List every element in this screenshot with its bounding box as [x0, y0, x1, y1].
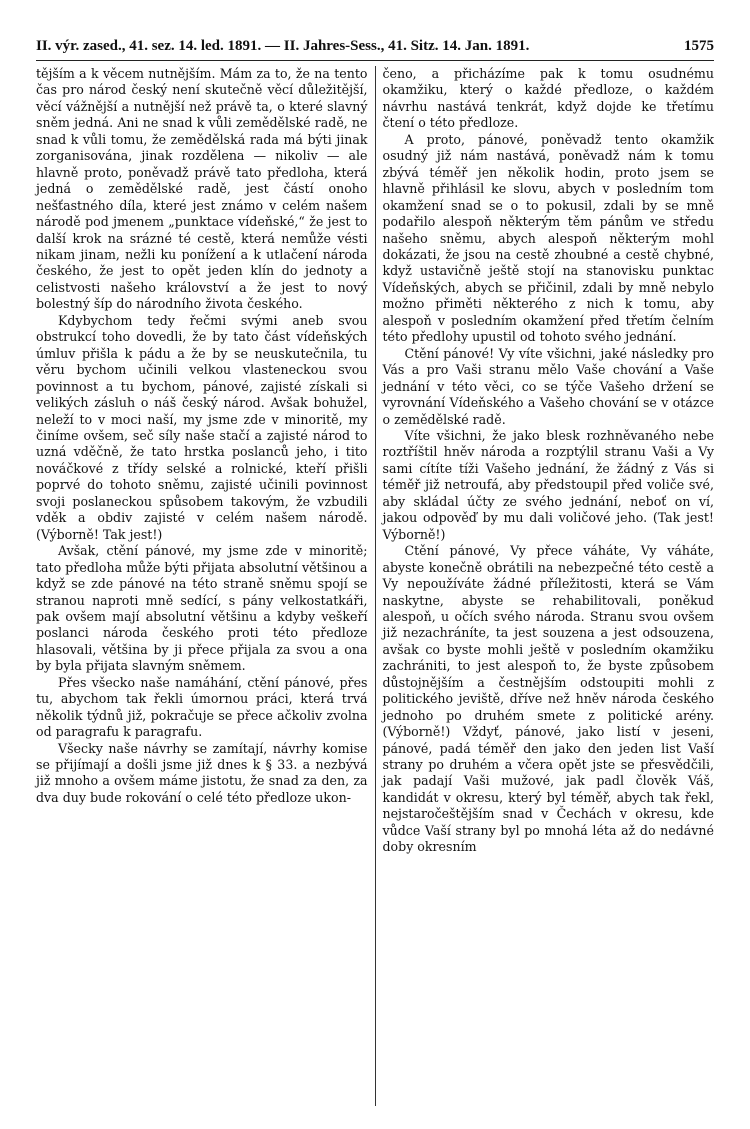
page-number: 1575 — [684, 38, 714, 54]
right-column — [375, 66, 714, 1106]
paragraph: Všecky naše návrhy se zamítají, návrhy komise se přijímají a došli jsme již dnes k § 33. a nezbývá již mnoho a ovšem máme jistotu, že snad za den, za dva duy bude rokování o celé této předloze ukon- — [36, 740, 368, 805]
header-rule — [36, 60, 714, 61]
paragraph: Ctění pánové! Vy víte všichni, jaké následky pro Vás a pro Vaši stranu mělo Vaše chování a Vaše jednání v této věci, co se týče Vašeho držení se vyrovnání Vídeňského a Vašeho chování se v otázce o zemědělské radě. — [382, 345, 714, 427]
header-session-info: II. výr. zased., 41. sez. 14. led. 1891. — II. Jahres-Sess., 41. Sitz. 14. Jan. 1891. — [36, 38, 530, 54]
paragraph: Přes všecko naše namáhání, ctění pánové, přes tu, abychom tak řekli úmornou práci, která trvá několik týdnů již, pokračuje se přece ačkoliv zvolna od paragrafu k paragrafu. — [36, 674, 368, 740]
paragraph: čeno, a přicházíme pak k tomu osudnému okamžiku, který o každé předloze, o každém návrhu nastává tenkrát, když dojde ke třetímu čtení o této předloze. — [382, 66, 714, 131]
page-header — [36, 38, 714, 55]
paragraph: Kdybychom tedy řečmi svými aneb svou obstrukcí toho dovedli, že by tato část vídeňských úmluv přišla k pádu a že by se neuskutečnila, tu věru bychom učinili velkou vlasteneckou svou povinnost a tu bychom, pánové, zajisté získali si velikých zásluh o náš český národ. Avšak bohužel, neleží to v moci naší, my jsme zde v minoritě, my činíme ovšem, seč síly naše stačí a zajisté národ to uzná vděčně, že tato hrstka poslanců jeho, i tito nováčkové z třídy selské a rolnické, kteří přišli poprvé do tohoto sněmu, zajisté učinili povinnost svoji poslaneckou spůsobem takovým, že vzbudili vděk a obdiv zajisté v celém našem národě. (Výborně! Tak jest!) — [36, 312, 368, 542]
text-columns — [36, 66, 714, 1106]
paragraph: Víte všichni, že jako blesk rozhněvaného nebe roztříštil hněv národa a rozptýlil stranu Vaši a Vy sami cítíte tíži Vašeho jednání, že žádný z Vás si téměř již netroufá, aby předstoupil před voliče své, aby skládal účty ze svého jednání, neboť on ví, jakou odpověď by mu dali voličové jeho. (Tak jest! Výborně!) — [382, 427, 714, 542]
left-column — [36, 66, 375, 1106]
paragraph: A proto, pánové, poněvadž tento okamžik osudný již nám nastává, poněvadž nám k tomu zbývá téměř jen několik hodin, proto jsem se hlavně přihlásil ke slovu, abych v posledním tom okamžení snad se o to pokusil, zdali by se mně podařilo alespoň některým těm pánům ve středu našeho sněmu, abych alespoň některým mohl dokázati, že jsou na cestě zhoubné a cestě chybné, když ustavičně ještě stojí na stanovisku punktac Vídeňských, abych se přičinil, zdali by mně nebylo možno přiměti některého z nich k tomu, aby alespoň v posledním okamžení před třetím čelním této předlohy upustil od tohoto svého jednání. — [382, 131, 714, 345]
paragraph: Avšak, ctění pánové, my jsme zde v minoritě; tato předloha může býti přijata absolutní většinou a když se zde pánové na této straně sněmu spojí se stranou naproti mně sedící, s pány velkostatkáři, pak ovšem mají absolutní většinu a kdyby veškeří poslanci národa českého proti této předloze hlasovali, většina by ji přece přijala za svou a ona by byla přijata slavným sněmem. — [36, 543, 368, 674]
paragraph: tějším a k věcem nutnějším. Mám za to, že na tento čas pro národ český není skutečně věcí důležitější, věcí vážnější a nutnější než právě ta, o které slavný sněm jedná. Ani ne snad k vůli zemědělské radě, ne snad k vůli tomu, že zemědělská rada má býti jinak zorganisována, jinak rozdělena — nikoliv — ale hlavně proto, poněvadž právě tato předloha, která jedná o zemědělské radě, jest částí onoho nešťastného díla, které jest známo v celém našem národě pod jmenem „punktace vídeňské,“ že jest to další krok na srázné té cestě, která nemůže vésti nikam jinam, nežli ku ponížení a k utlačení národa českého, že jest to opět jeden klín do jednoty a celistvosti našeho království a že jest to nový bolestný šíp do národního života českého. — [36, 66, 368, 312]
paragraph: Ctění pánové, Vy přece váháte, Vy váháte, abyste konečně obrátili na nebezpečné této cestě a Vy nepoužíváte žádné příležitosti, která se Vám naskytne, abyste se rehabilitovali, poněkud alespoň, u očích svého národa. Stranu svou ovšem již nezachráníte, ta jest souzena a jest odsouzena, avšak co byste mohli ještě v posledním okamžiku zachrániti, to jest alespoň to, že byste způsobem důstojnějším a čestnějším odstoupiti mohli z politického jeviště, dříve než hněv národa českého jednoho po druhém smete z politické arény. (Výborně!) Vždyť, pánové, jako listí v jeseni, pánové, padá téměř den jako den jeden list Vaší strany po druhém a včera opět jste se přesvědčili, jak padají Vaši mužové, jak padl člověk Váš, kandidát v okresu, který byl téměř, abych tak řekl, nejstaročeštějším snad v Čechách v okresu, kde vůdce Vaší strany byl po mnohá léta až do nedávné doby okresním — [382, 543, 714, 855]
